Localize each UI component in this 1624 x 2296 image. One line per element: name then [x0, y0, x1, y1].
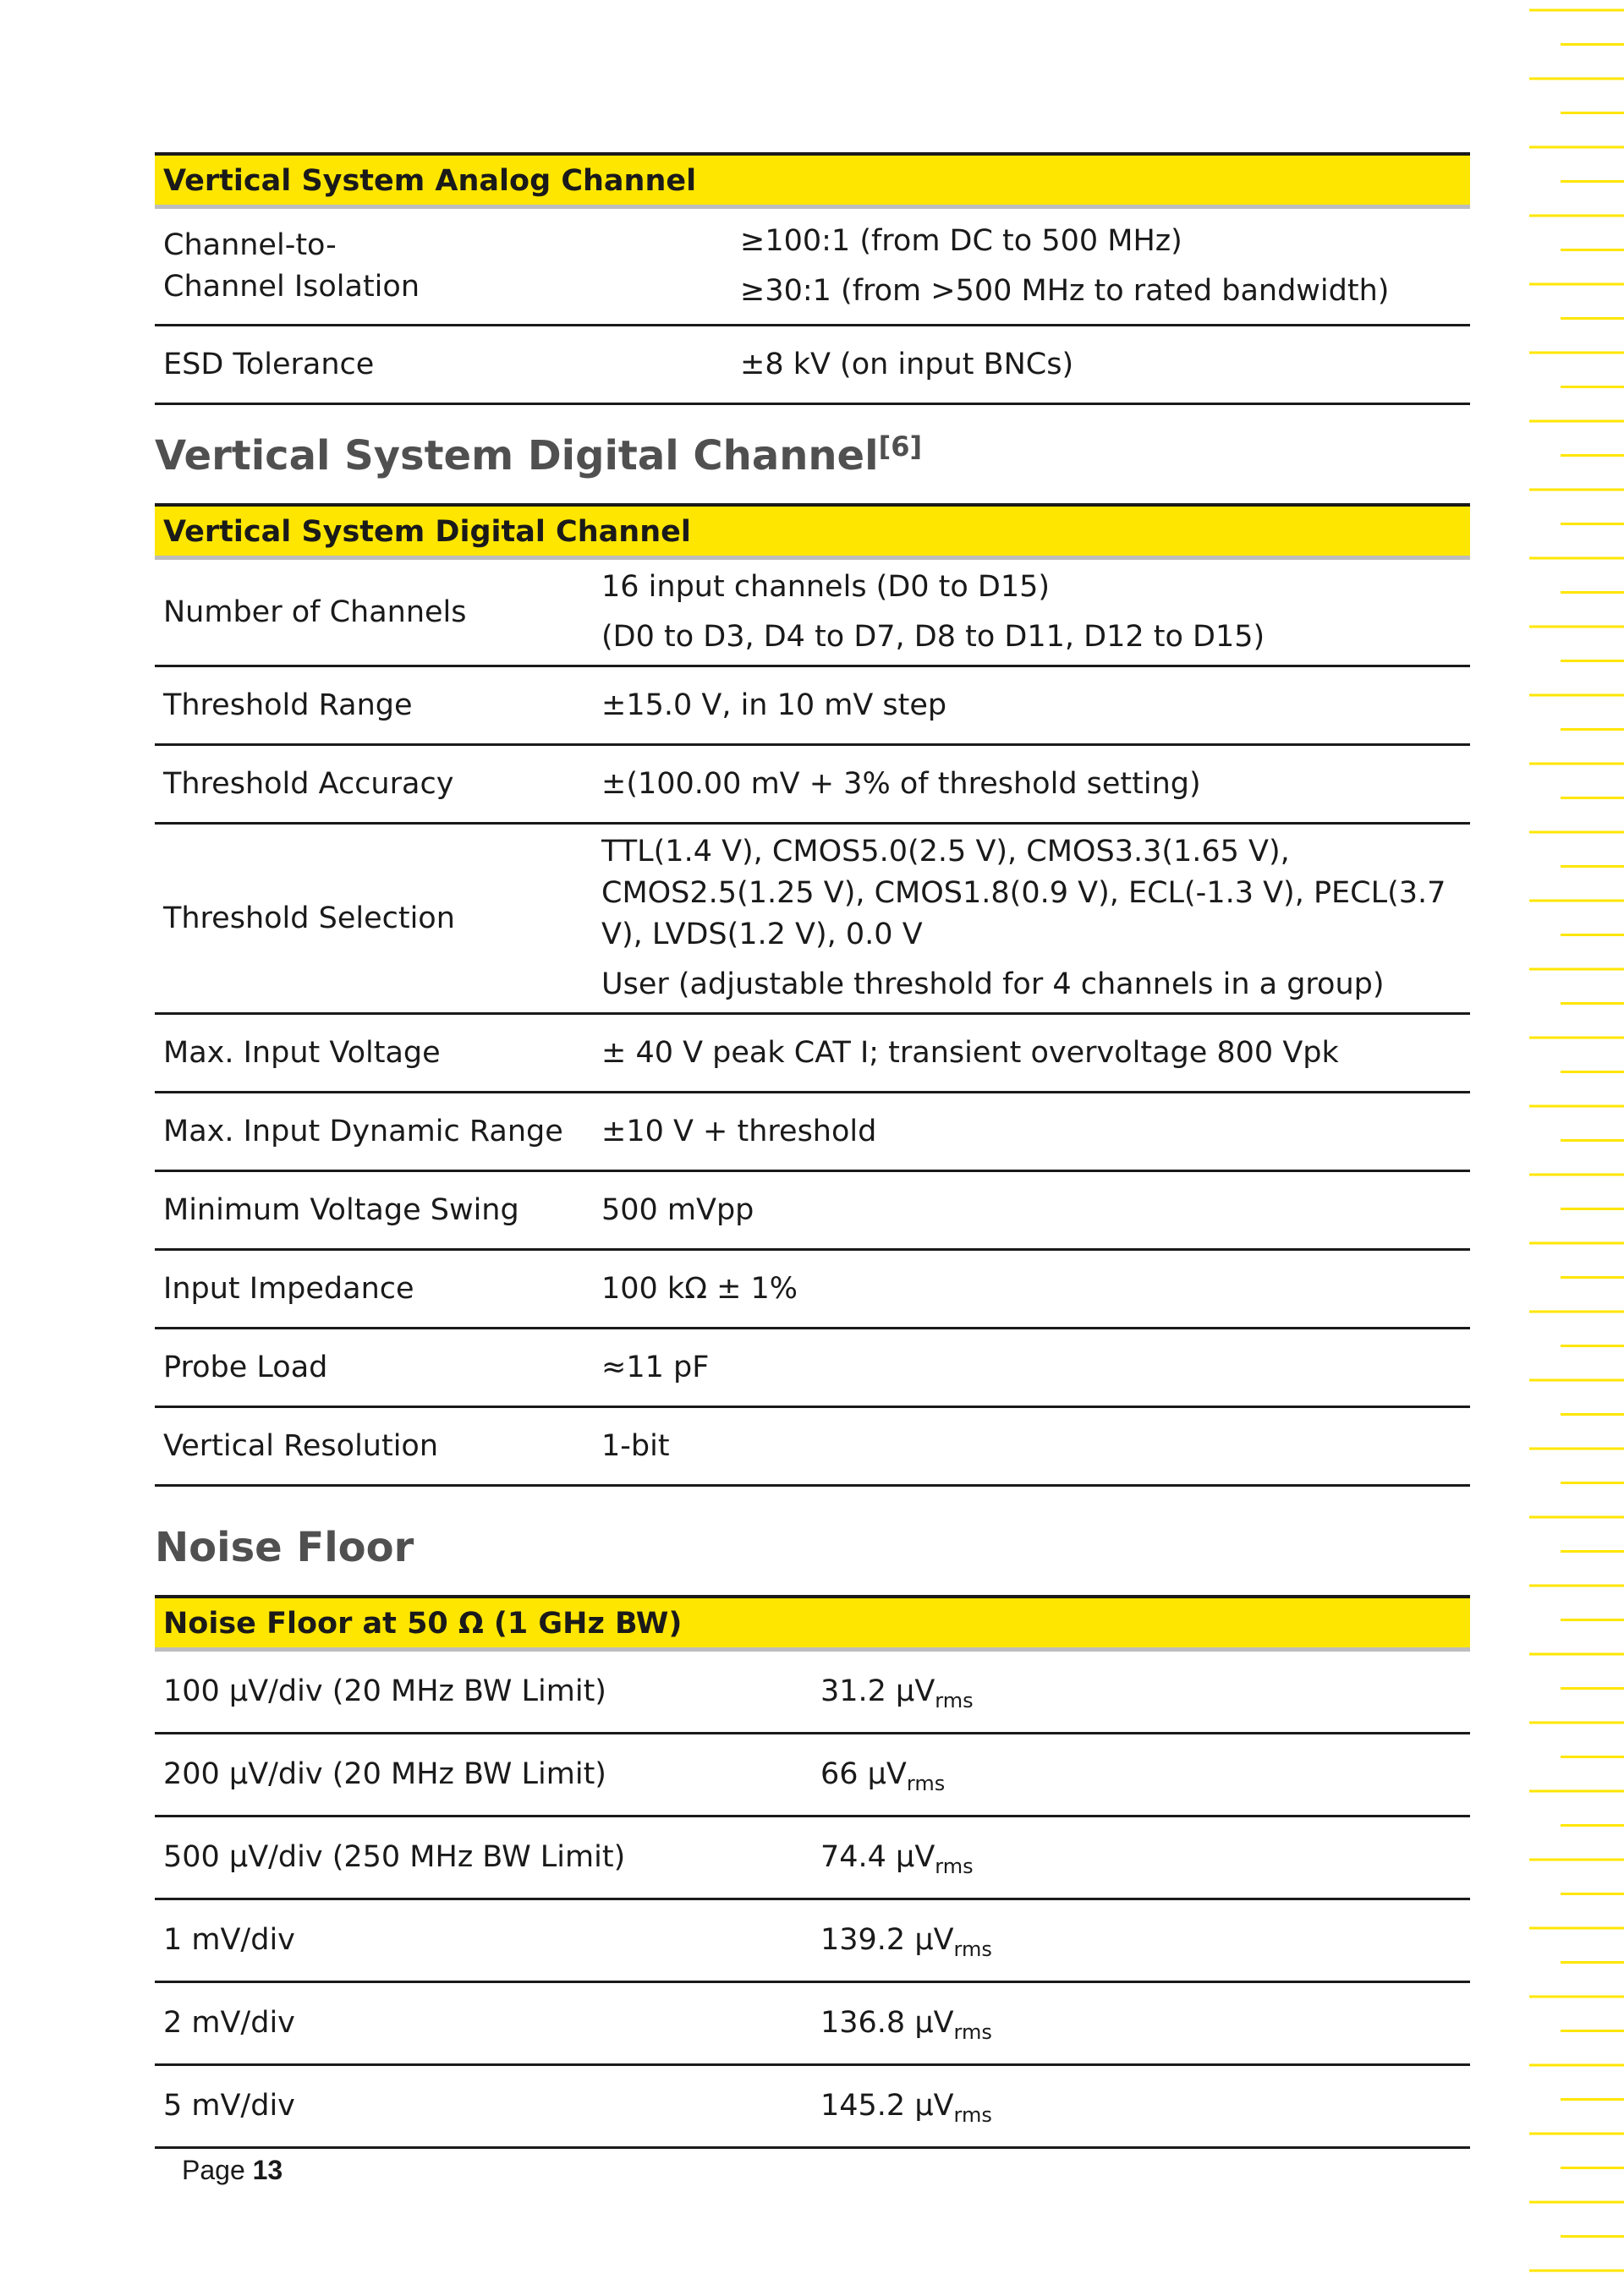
table-row: [155, 1817, 1470, 1899]
noise-floor-table: [155, 1595, 1470, 2149]
decorative-yellow-stripe: [1527, 0, 1624, 2296]
noise-setting-label: 100 μV/div (20 MHz BW Limit): [155, 1650, 812, 1734]
noise-setting-label: 1 mV/div: [155, 1899, 812, 1982]
table-row: [155, 1250, 1470, 1329]
spec-label: Threshold Accuracy: [155, 745, 593, 824]
noise-value: 145.2 $\mu V_{rms}$: [812, 2065, 1470, 2148]
digital-table-header-row: [155, 505, 1470, 558]
spec-label: Probe Load: [155, 1329, 593, 1407]
noise-value: 31.2 $\mu V_{rms}$: [812, 1650, 1470, 1734]
unit-subscript: rms: [953, 1937, 992, 1961]
table-row: [155, 1982, 1470, 2065]
table-row: [155, 1093, 1470, 1171]
spec-value: 16 input channels (D0 to D15) (D0 to D3, D4 to D7, D8 to D11, D12 to D15): [593, 558, 1470, 666]
unit-subscript: rms: [935, 1689, 974, 1712]
footnote-ref: [6]: [878, 430, 923, 463]
analog-table-header-row: [155, 154, 1470, 207]
table-row: [155, 1329, 1470, 1407]
table-row: [155, 824, 1470, 1014]
noise-setting-label: 500 μV/div (250 MHz BW Limit): [155, 1817, 812, 1899]
noise-table-header-row: [155, 1597, 1470, 1650]
spec-value: 100 kΩ ± 1%: [593, 1250, 1470, 1329]
spec-label: Minimum Voltage Swing: [155, 1171, 593, 1250]
noise-table-body: [155, 1650, 1470, 2148]
spec-value: 1-bit: [593, 1407, 1470, 1486]
table-row: [155, 745, 1470, 824]
table-row: [155, 1734, 1470, 1817]
analog-spec-table: [155, 152, 1470, 405]
table-row: [155, 1014, 1470, 1093]
analog-table-header: Vertical System Analog Channel: [155, 154, 1470, 207]
spec-label: Max. Input Voltage: [155, 1014, 593, 1093]
noise-value: 66 $\mu V_{rms}$: [812, 1734, 1470, 1817]
table-row: [155, 1171, 1470, 1250]
section-title-noise: Noise Floor: [155, 1524, 414, 1571]
table-row: [155, 1899, 1470, 1982]
noise-table-header: Noise Floor at 50 Ω (1 GHz BW): [155, 1597, 1470, 1650]
section-title-digital: Vertical System Digital Channel[6]: [155, 430, 923, 479]
table-row: [155, 326, 1470, 404]
spec-label: Max. Input Dynamic Range: [155, 1093, 593, 1171]
unit-subscript: rms: [953, 2103, 992, 2127]
page-number: 13: [252, 2155, 283, 2185]
page-footer: [182, 2155, 283, 2186]
table-row: [155, 2065, 1470, 2148]
noise-value: 139.2 $\mu V_{rms}$: [812, 1899, 1470, 1982]
page-label: Page: [182, 2155, 245, 2185]
spec-label: Threshold Selection: [155, 824, 593, 1014]
table-row: [155, 666, 1470, 745]
noise-value: 74.4 $\mu V_{rms}$: [812, 1817, 1470, 1899]
spec-label: Threshold Range: [155, 666, 593, 745]
spec-label: Vertical Resolution: [155, 1407, 593, 1486]
spec-value: ±10 V + threshold: [593, 1093, 1470, 1171]
spec-value: 500 mVpp: [593, 1171, 1470, 1250]
noise-value: 136.8 $\mu V_{rms}$: [812, 1982, 1470, 2065]
table-row: [155, 1650, 1470, 1734]
spec-value: ±(100.00 mV + 3% of threshold setting): [593, 745, 1470, 824]
spec-content: [155, 152, 1470, 2149]
digital-spec-table: [155, 503, 1470, 1487]
table-row: [155, 1407, 1470, 1486]
spec-value: ±8 kV (on input BNCs): [732, 326, 1470, 404]
unit-subscript: rms: [935, 1855, 974, 1878]
table-row: [155, 207, 1470, 326]
spec-label: ESD Tolerance: [155, 326, 732, 404]
noise-setting-label: 200 μV/div (20 MHz BW Limit): [155, 1734, 812, 1817]
spec-value: ± 40 V peak CAT I; transient overvoltage 800 Vpk: [593, 1014, 1470, 1093]
spec-label: Channel-to-Channel Isolation: [155, 207, 732, 326]
spec-value: ≥100:1 (from DC to 500 MHz) ≥30:1 (from >500 MHz to rated bandwidth): [732, 207, 1470, 326]
table-row: [155, 558, 1470, 666]
unit-subscript: rms: [953, 2020, 992, 2044]
spec-value: ≈11 pF: [593, 1329, 1470, 1407]
unit-subscript: rms: [906, 1772, 946, 1795]
noise-setting-label: 5 mV/div: [155, 2065, 812, 2148]
spec-value: ±15.0 V, in 10 mV step: [593, 666, 1470, 745]
spec-label: Number of Channels: [155, 558, 593, 666]
spec-label: Input Impedance: [155, 1250, 593, 1329]
spec-value: TTL(1.4 V), CMOS5.0(2.5 V), CMOS3.3(1.65 V), CMOS2.5(1.25 V), CMOS1.8(0.9 V), ECL(-1.3 V), PECL(3.7 V), LVDS(1.2 V), 0.0 V User (adjustable threshold for 4 channels in a group): [593, 824, 1470, 1014]
digital-table-header: Vertical System Digital Channel: [155, 505, 1470, 558]
noise-setting-label: 2 mV/div: [155, 1982, 812, 2065]
